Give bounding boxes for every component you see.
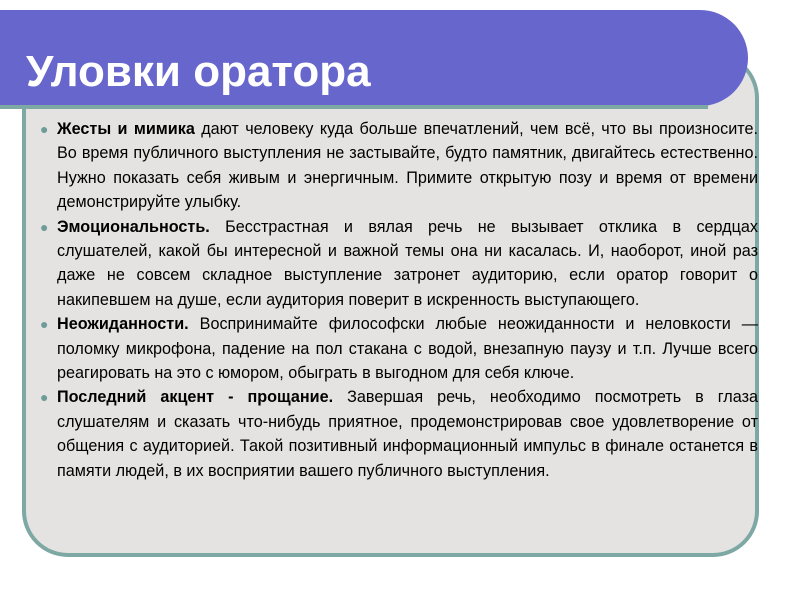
slide-title: Уловки оратора xyxy=(26,47,371,96)
bullet-term: Неожиданности. xyxy=(57,315,189,334)
bullet-item-farewell xyxy=(38,385,758,483)
bullet-list xyxy=(38,117,758,483)
bullet-item-emotionality xyxy=(38,215,758,313)
title-underline xyxy=(0,105,708,109)
bullet-icon: ● xyxy=(40,389,49,406)
bullet-icon: ● xyxy=(40,316,49,333)
bullet-term: Последний акцент - прощание. xyxy=(57,388,334,407)
bullet-item-gestures xyxy=(38,117,758,215)
bullet-text: Завершая речь, необходимо посмотреть в глаза слушателям и сказать что-нибудь приятное, продемонстрировав свое удовлетворение от общения с аудиторией. Такой позитивный информационный импульс в финале останется в памяти людей, в их восприятии вашего публичного выступления. xyxy=(57,388,758,480)
bullet-term: Жесты и мимика xyxy=(57,120,195,138)
bullet-text: дают человеку куда больше впечатлений, чем всё, что вы произносите. Во время публичного выступления не застывайте, будто памятник, двигайтесь естественно. Нужно показать себя живым и энергичным. Примите открытую позу и время от времени демонстрируйте улыбку. xyxy=(57,120,758,212)
title-bar xyxy=(0,10,748,106)
bullet-item-surprises xyxy=(38,312,758,385)
bullet-icon: ● xyxy=(40,218,49,235)
bullet-text: Бесстрастная и вялая речь не вызывает отклика в сердцах слушателей, какой бы интересной и важной темы она ни касалась. И, наоборот, иной раз даже не совсем складное выступление затронет аудиторию, если оратор говорит о накипевшем на душе, если аудитория поверит в искренность выступающего. xyxy=(57,217,758,309)
bullet-text: Воспринимайте философски любые неожиданности и неловкости — поломку микрофона, падение на пол стакана с водой, внезапную паузу и т.п. Лучше всего реагировать на это с юмором, обыграть в выгодном для себя ключе. xyxy=(57,315,758,383)
bullet-term: Эмоциональность. xyxy=(57,217,210,236)
bullet-icon: ● xyxy=(40,121,49,137)
